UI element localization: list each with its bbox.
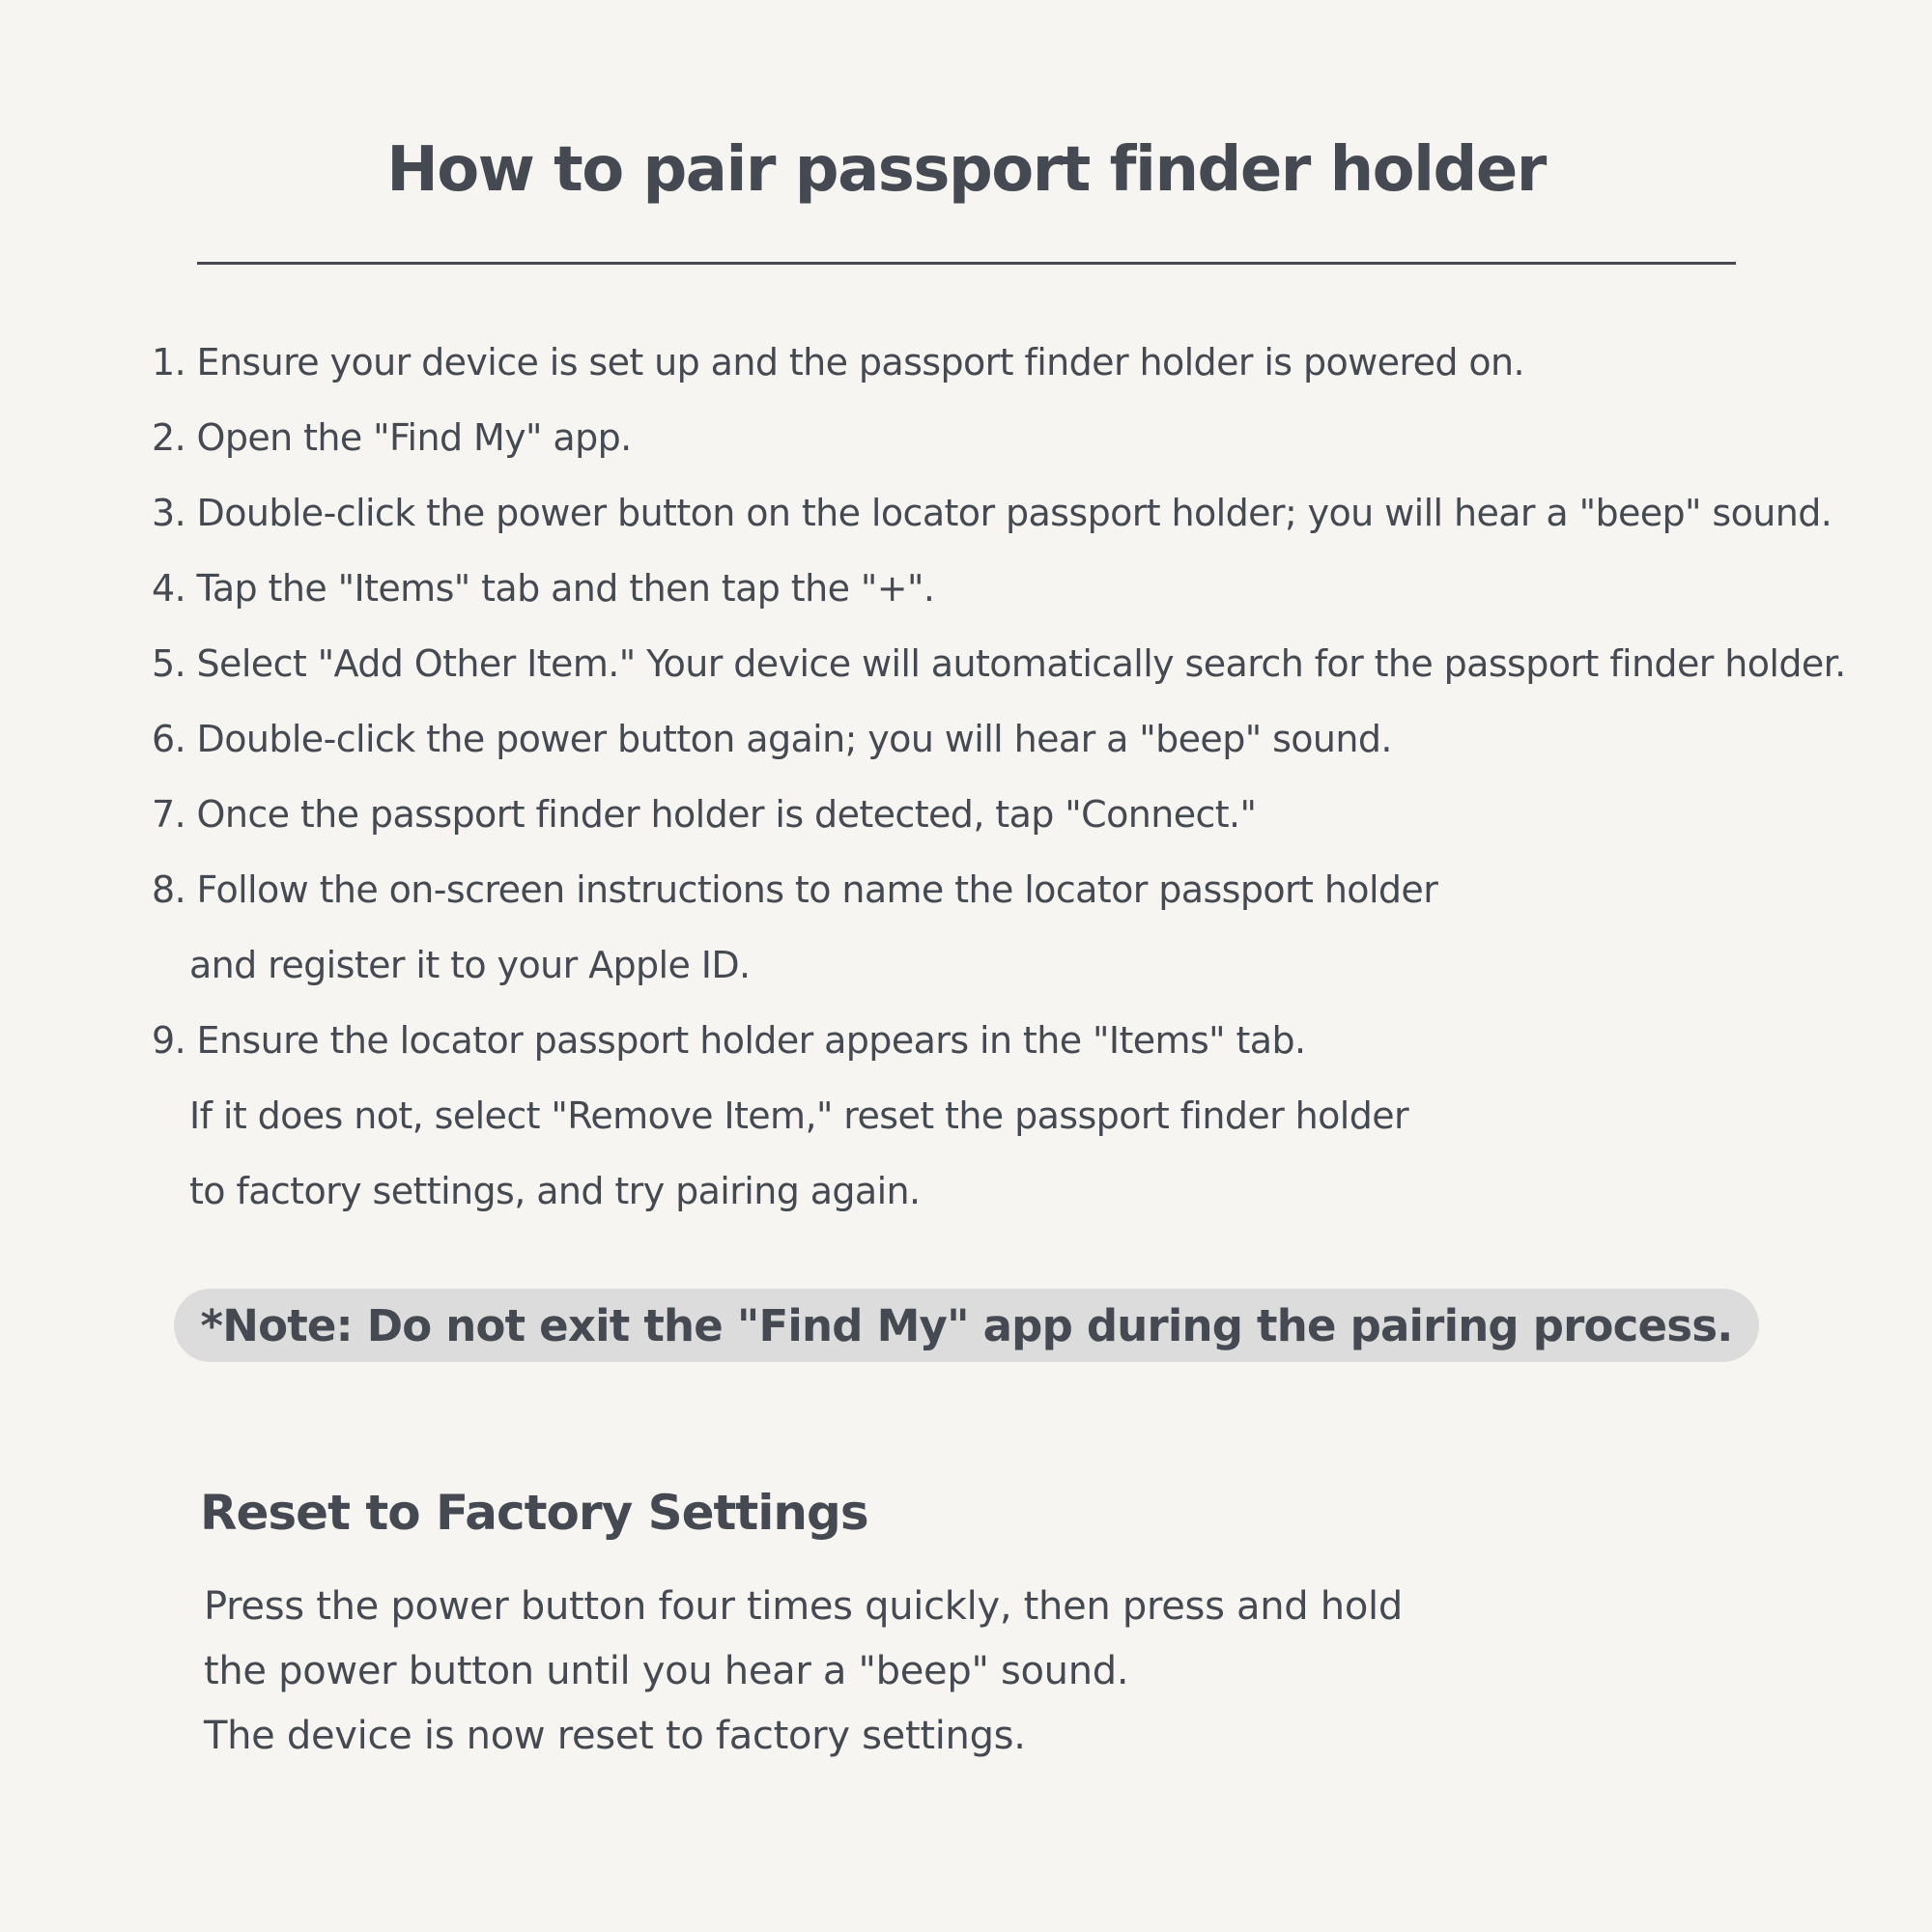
step-text: 2. Open the "Find My" app. [152,416,632,459]
reset-text-line: Press the power button four times quickly, then press and hold [204,1584,1403,1629]
step-text: 8. Follow the on-screen instructions to name the locator passport holder [152,868,1438,911]
reset-text-line: the power button until you hear a "beep" sound. [204,1649,1129,1693]
step-text: 1. Ensure your device is set up and the passport finder holder is powered on. [152,341,1524,384]
step-text: 9. Ensure the locator passport holder appears in the "Items" tab. [152,1019,1306,1062]
step-item-5 [152,626,1900,701]
step-text-continued: to factory settings, and try pairing again. [189,1170,921,1212]
step-item-6 [152,701,1900,777]
step-item-7 [152,777,1900,852]
step-text-continued: If it does not, select "Remove Item," reset the passport finder holder [189,1094,1409,1137]
step-item-2 [152,400,1900,475]
step-text-continued: and register it to your Apple ID. [189,944,751,986]
step-item-8 [152,852,1900,1003]
step-item-3 [152,475,1900,551]
step-item-9 [152,1003,1900,1229]
reset-heading: Reset to Factory Settings [200,1485,868,1541]
note-text: *Note: Do not exit the "Find My" app during the pairing process. [200,1299,1733,1351]
step-text: 5. Select "Add Other Item." Your device will automatically search for the passport finder holder. [152,642,1846,685]
step-text: 4. Tap the "Items" tab and then tap the "+". [152,567,935,610]
pairing-steps-list [152,325,1900,1229]
page-title: How to pair passport finder holder [386,134,1546,206]
reset-instructions [204,1575,1403,1769]
reset-text-line: The device is now reset to factory settings. [204,1714,1026,1758]
step-text: 7. Once the passport finder holder is detected, tap "Connect." [152,793,1257,836]
step-item-1 [152,325,1900,400]
step-text: 3. Double-click the power button on the locator passport holder; you will hear a "beep" sound. [152,492,1833,534]
title-divider [197,262,1736,265]
step-text: 6. Double-click the power button again; you will hear a "beep" sound. [152,718,1392,760]
note-banner [174,1289,1759,1362]
step-item-4 [152,551,1900,626]
